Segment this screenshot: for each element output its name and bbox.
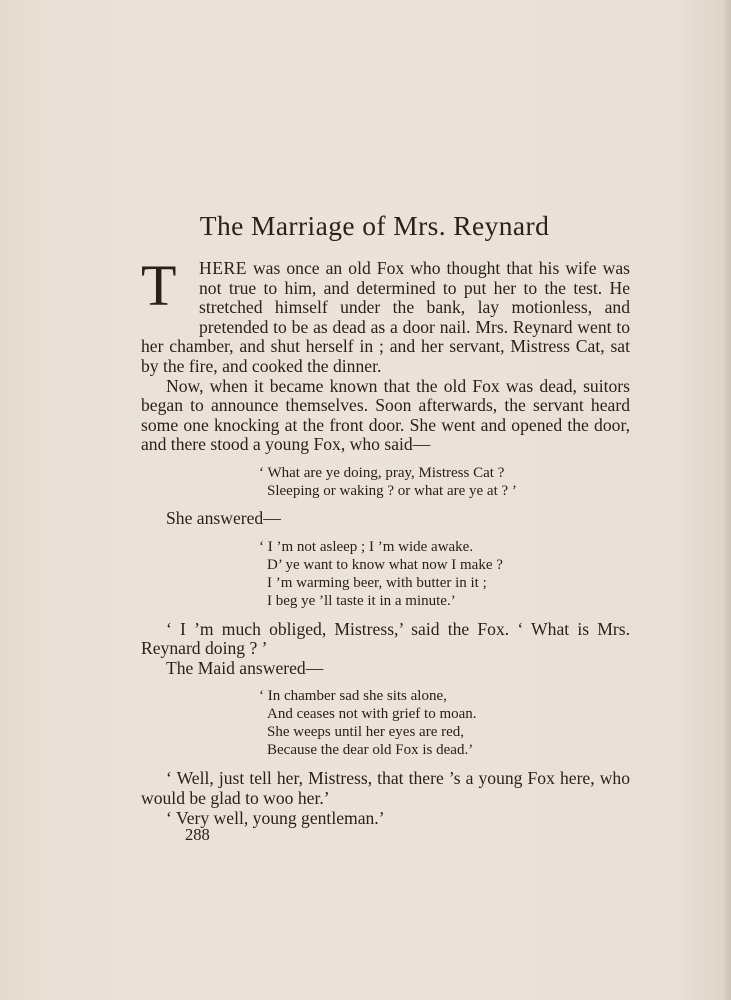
paragraph-6: ‘ Well, just tell her, Mistress, that there ’s a young Fox here, who would be glad to woo her.’ [141,768,630,808]
verse-line: Sleeping or waking ? or what are ye at ? ’ [267,482,517,499]
verse-line: I beg ye ’ll taste it in a minute.’ [267,592,456,609]
verse-line: ‘ In chamber sad she sits alone, [259,688,447,705]
verse-1 [259,464,630,500]
verse-3 [259,687,630,759]
page-edge [723,0,731,1000]
paragraph-5: The Maid answered— [166,657,324,678]
story-text [141,253,630,828]
verse-line: I ’m warming beer, with butter in it ; [267,574,487,591]
paragraph-7: ‘ Very well, young gentleman.’ [166,807,385,828]
paragraph-1 [141,253,630,377]
paragraph-1-text: was once an old Fox who thought that his wife was not true to him, and determined to put her to the test. He stretched himself under the bank, lay motionless, and pretended to be as dead as a door nail. Mrs. Reynard went to her chamber, and shut herself in ; and her servant, Mistress Cat, sat by the fire, and cooked the dinner. [141,258,630,376]
paragraph-4: ‘ I ’m much obliged, Mistress,’ said the Fox. ‘ What is Mrs. Reynard doing ? ’ [141,618,630,659]
paragraph-3: She answered— [166,507,281,528]
verse-line: She weeps until her eyes are red, [267,724,465,741]
verse-2 [259,538,630,610]
verse-line: ‘ What are ye doing, pray, Mistress Cat ? [259,464,505,481]
verse-line: ‘ I ’m not asleep ; I ’m wide awake. [259,538,474,555]
verse-line: And ceases not with grief to moan. [267,706,477,723]
verse-line: Because the dear old Fox is dead.’ [267,742,474,759]
verse-line: D’ ye want to know what now I make ? [267,556,503,573]
opening-words: HERE [199,258,247,278]
paragraph-2: Now, when it became known that the old Fox was dead, suitors began to announce themselves. Soon afterwards, the servant heard some one knocking at the front door. She went and opened the door, and there stood a young Fox, who said— [141,375,630,455]
page-title: The Marriage of Mrs. Reynard [199,210,550,241]
page-number: 288 [185,825,210,844]
drop-cap: T [141,253,177,318]
